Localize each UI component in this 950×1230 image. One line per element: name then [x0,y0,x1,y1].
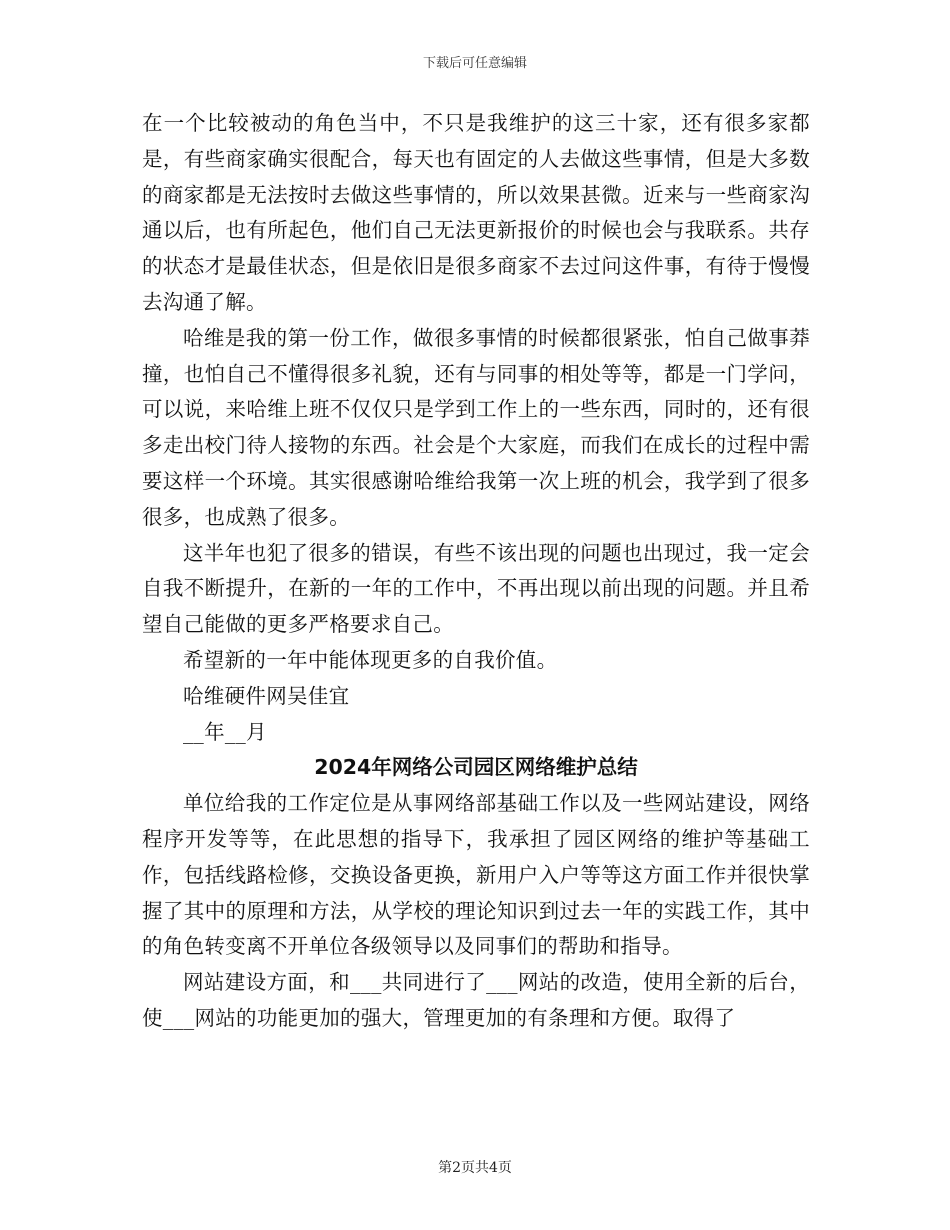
document-body [142,106,810,1037]
page-header-note: 下载后可任意编辑 [422,56,527,71]
section-title: 2024年网络公司园区网络维护总结 [314,755,638,780]
paragraph-mistakes: 这半年也犯了很多的错误，有些不该出现的问题也出现过，我一定会自我不断提升，在新的一年的工作中，不再出现以前出现的问题。并且希望自己能做的更多严格要求自己。 [142,540,810,637]
signature-line: 哈维硬件网吴佳宜 [183,683,350,708]
paragraph-continued: 在一个比较被动的角色当中，不只是我维护的这三十家，还有很多家都是，有些商家确实很配合，每天也有固定的人去做这些事情，但是大多数的商家都是无法按时去做这些事情的，所以效果甚微。近来与一些商家沟通以后，也有所起色，他们自己无法更新报价的时候也会与我联系。共存的状态才是最佳状态，但是依旧是很多商家不去过问这件事，有待于慢慢去沟通了解。 [142,111,810,314]
page-number: 第2页共4页 [438,1160,512,1176]
paragraph-website-building: 网站建设方面，和___共同进行了___网站的改造，使用全新的后台，使___网站的功能更加的强大，管理更加的有条理和方便。取得了 [142,970,810,1030]
paragraph-job-position: 单位给我的工作定位是从事网络部基础工作以及一些网站建设，网络程序开发等等，在此思想的指导下，我承担了园区网络的维护等基础工作，包括线路检修，交换设备更换，新用户入户等等这方面工作并很快掌握了其中的原理和方法，从学校的理论知识到过去一年的实践工作，其中的角色转变离不开单位各级领导以及同事们的帮助和指导。 [142,791,810,959]
paragraph-hope: 希望新的一年中能体现更多的自我价值。 [183,647,558,672]
date-line: __年__月 [183,719,267,744]
paragraph-first-job: 哈维是我的第一份工作，做很多事情的时候都很紧张，怕自己做事莽撞，也怕自己不懂得很多礼貌，还有与同事的相处等等，都是一门学问，可以说，来哈维上班不仅仅只是学到工作上的一些东西，同时的，还有很多走出校门待人接物的东西。社会是个大家庭，而我们在成长的过程中需要这样一个环境。其实很感谢哈维给我第一次上班的机会，我学到了很多很多，也成熟了很多。 [142,325,810,529]
